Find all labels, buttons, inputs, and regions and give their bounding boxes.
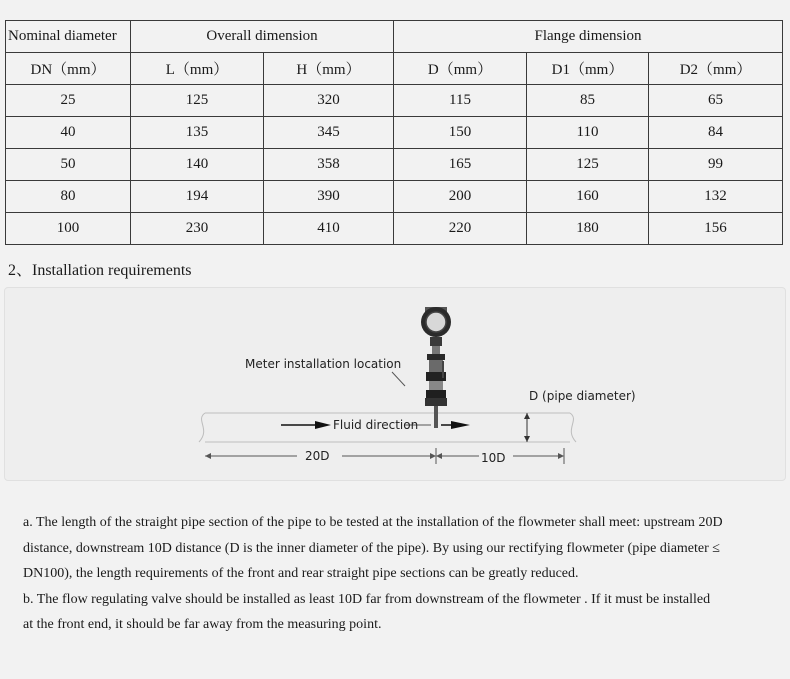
table-cell: 84 <box>649 117 783 149</box>
meter-location-label: Meter installation location <box>245 357 402 371</box>
overall-dimension-header: Overall dimension <box>131 21 394 53</box>
fluid-direction-label: Fluid direction <box>333 418 419 432</box>
table-row <box>6 85 783 117</box>
column-header: DN（mm） <box>6 53 131 85</box>
table-cell: 160 <box>527 181 649 213</box>
table-cell: 200 <box>394 181 527 213</box>
table-row <box>6 117 783 149</box>
pipe-diameter-label: D (pipe diameter) <box>529 389 636 403</box>
nominal-diameter-header: Nominal diameter <box>6 21 131 53</box>
column-header: L（mm） <box>131 53 264 85</box>
note-b: b. The flow regulating valve should be installed as least 10D far from downstream of the flowmeter . If it must be installed at the front end, it should be far away from the measuring point. <box>23 591 711 632</box>
table-cell: 99 <box>649 149 783 181</box>
note-a: a. The length of the straight pipe section of the pipe to be tested at the installation of the flowmeter shall meet: upstream 20D distance, downstream 10D distance (D is the inner diameter of the pipe). By using our rectifying flowmeter (pipe diameter ≤ DN100), the length requirements of the front and rear straight pipe sections can be greatly reduced. <box>23 515 723 581</box>
table-cell: 100 <box>6 213 131 245</box>
table-cell: 25 <box>6 85 131 117</box>
table-cell: 390 <box>264 181 394 213</box>
table-cell: 194 <box>131 181 264 213</box>
column-header: H（mm） <box>264 53 394 85</box>
table-cell: 358 <box>264 149 394 181</box>
installation-diagram <box>4 287 786 481</box>
dimension-line <box>205 448 564 464</box>
table-cell: 125 <box>527 149 649 181</box>
upstream-length-label: 20D <box>305 449 330 463</box>
table-cell: 220 <box>394 213 527 245</box>
table-cell: 156 <box>649 213 783 245</box>
column-header: D2（mm） <box>649 53 783 85</box>
section-heading: 2、Installation requirements <box>8 262 192 279</box>
table-cell: 150 <box>394 117 527 149</box>
table-cell: 85 <box>527 85 649 117</box>
pipe-diameter-marker <box>524 413 530 442</box>
flowmeter-icon <box>421 307 451 428</box>
table-row <box>6 149 783 181</box>
installation-notes <box>23 510 723 638</box>
downstream-length-label: 10D <box>481 451 506 465</box>
table-cell: 50 <box>6 149 131 181</box>
table-cell: 110 <box>527 117 649 149</box>
table-cell: 140 <box>131 149 264 181</box>
column-header: D1（mm） <box>527 53 649 85</box>
table-cell: 345 <box>264 117 394 149</box>
table-cell: 165 <box>394 149 527 181</box>
table-column-header-row <box>6 53 783 85</box>
table-cell: 132 <box>649 181 783 213</box>
table-cell: 115 <box>394 85 527 117</box>
table-row <box>6 213 783 245</box>
table-cell: 230 <box>131 213 264 245</box>
meter-pointer-line <box>392 372 405 386</box>
table-cell: 410 <box>264 213 394 245</box>
table-cell: 125 <box>131 85 264 117</box>
installation-diagram-svg <box>5 288 785 480</box>
table-group-header-row <box>6 21 783 53</box>
dimension-table <box>5 20 783 245</box>
table-cell: 80 <box>6 181 131 213</box>
table-cell: 320 <box>264 85 394 117</box>
table-cell: 65 <box>649 85 783 117</box>
table-cell: 40 <box>6 117 131 149</box>
column-header: D（mm） <box>394 53 527 85</box>
table-cell: 135 <box>131 117 264 149</box>
flange-dimension-header: Flange dimension <box>394 21 783 53</box>
table-row <box>6 181 783 213</box>
table-cell: 180 <box>527 213 649 245</box>
